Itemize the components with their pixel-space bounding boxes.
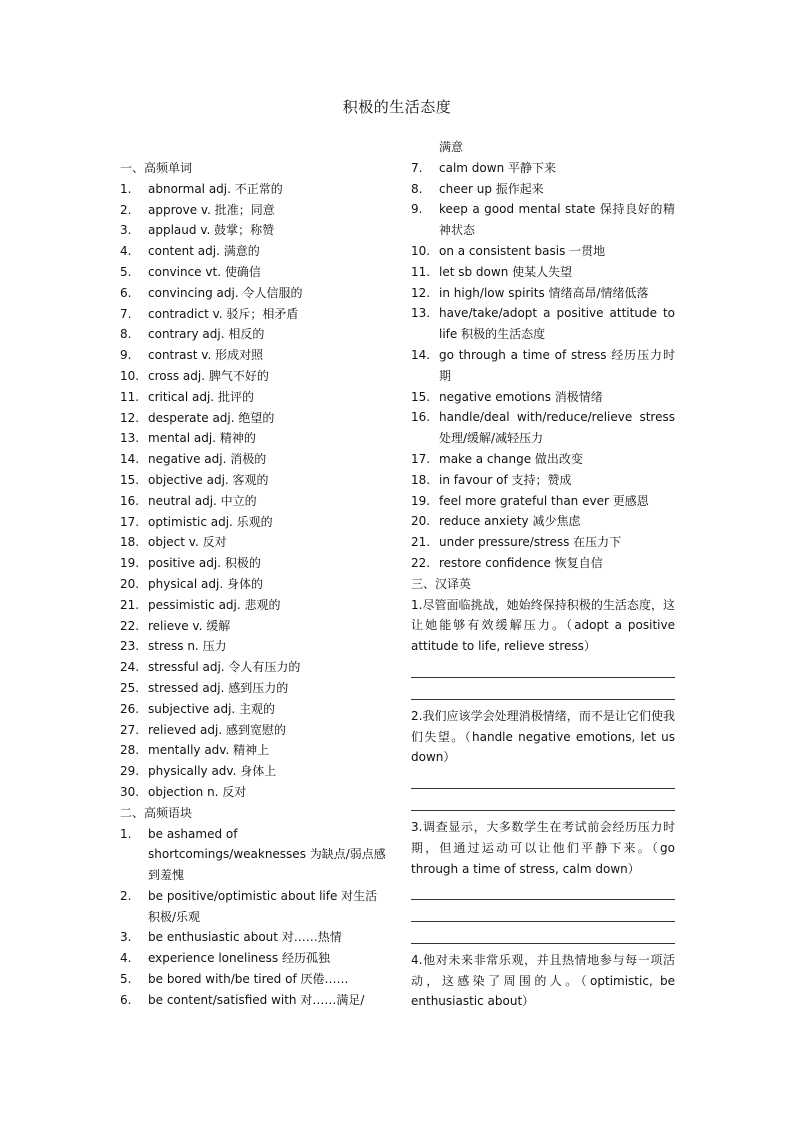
- item-number: 5.: [120, 972, 132, 987]
- item-number: 5.: [120, 264, 132, 279]
- item-number: 22.: [120, 618, 140, 633]
- item-text: subjective adj. 主观的: [148, 701, 276, 716]
- question-text: 4.他对未来非常乐观，并且热情地参与每一项活动，这感染了周围的人。（optimistic, be enthusiastic about）: [411, 952, 675, 1009]
- item-text: relieve v. 缓解: [148, 618, 231, 633]
- item-text: have/take/adopt a positive attitude to life 积极的生活态度: [439, 306, 675, 342]
- list-item: [411, 199, 675, 241]
- question-text: 3.调查显示，大多数学生在考试前会经历压力时期，但通过运动可以让他们平静下来。（go through a time of stress, calm down）: [411, 819, 675, 876]
- item-number: 8.: [411, 181, 423, 196]
- item-text: contrary adj. 相反的: [148, 327, 265, 342]
- answer-line[interactable]: [411, 879, 675, 900]
- list-item: [120, 428, 388, 449]
- item-text: objection n. 反对: [148, 784, 247, 799]
- item-text: stressed adj. 感到压力的: [148, 680, 289, 695]
- item-number: 11.: [120, 389, 140, 404]
- list-item: [411, 345, 675, 387]
- list-item: [120, 324, 388, 345]
- item-number: 3.: [120, 223, 132, 238]
- item-text: pessimistic adj. 悲观的: [148, 597, 281, 612]
- list-item: [411, 387, 675, 408]
- item-text: be bored with/be tired of 厌倦……: [148, 972, 349, 987]
- item-number: 17.: [411, 451, 431, 466]
- item-text: applaud v. 鼓掌；称赞: [148, 223, 275, 238]
- item-number: 20.: [120, 576, 140, 591]
- answer-line[interactable]: [411, 789, 675, 811]
- list-item: [411, 407, 675, 449]
- item-text: stress n. 压力: [148, 639, 227, 654]
- left-column: [120, 158, 388, 1011]
- list-item: [120, 948, 388, 969]
- item-number: 14.: [120, 452, 140, 467]
- item-text: optimistic adj. 乐观的: [148, 514, 273, 529]
- item-text: be enthusiastic about 对……热情: [148, 930, 342, 945]
- list-item: [120, 886, 388, 928]
- item-text: mental adj. 精神的: [148, 431, 256, 446]
- translation-questions: [411, 595, 675, 1013]
- item-number: 23.: [120, 639, 140, 654]
- item-number: 19.: [411, 493, 431, 508]
- item-number: 30.: [120, 784, 140, 799]
- item-number: 13.: [120, 431, 140, 446]
- translation-question: [411, 595, 675, 706]
- item-text: cross adj. 脾气不好的: [148, 368, 269, 383]
- list-item: [120, 262, 388, 283]
- list-item: [120, 345, 388, 366]
- list-item: [120, 512, 388, 533]
- item-text: abnormal adj. 不正常的: [148, 181, 283, 196]
- list-item: [120, 220, 388, 241]
- item-text: content adj. 满意的: [148, 244, 260, 259]
- list-item: [411, 491, 675, 512]
- item-number: 6.: [120, 285, 132, 300]
- item-number: 2.: [120, 888, 132, 903]
- section-heading-translation: 三、汉译英: [411, 576, 472, 591]
- item-text: be positive/optimistic about life 对生活积极/乐观: [148, 888, 378, 924]
- item-text: reduce anxiety 减少焦虑: [439, 514, 581, 529]
- item-text: keep a good mental state 保持良好的精神状态: [439, 202, 675, 238]
- item-number: 12.: [120, 410, 140, 425]
- list-item: [120, 449, 388, 470]
- list-item: [120, 616, 388, 637]
- item-number: 7.: [120, 306, 132, 321]
- list-item: [120, 532, 388, 553]
- word-list: [120, 179, 388, 803]
- item-text: on a consistent basis 一贯地: [439, 243, 606, 258]
- item-text: objective adj. 客观的: [148, 472, 269, 487]
- phrase-list-right: [411, 158, 675, 574]
- list-item: [120, 782, 388, 803]
- item-text: cheer up 振作起来: [439, 181, 544, 196]
- section-heading-phrases: 二、高频语块: [120, 805, 193, 820]
- item-number: 18.: [120, 535, 140, 550]
- list-item: [411, 262, 675, 283]
- item-number: 13.: [411, 306, 431, 321]
- answer-line[interactable]: [411, 657, 675, 678]
- list-item: [411, 241, 675, 262]
- list-item: [411, 158, 675, 179]
- item-text: positive adj. 积极的: [148, 556, 261, 571]
- list-item: [120, 699, 388, 720]
- item-text: in high/low spirits 情绪高昂/情绪低落: [439, 285, 649, 300]
- item-text: convincing adj. 令人信服的: [148, 285, 303, 300]
- item-number: 1.: [120, 826, 132, 841]
- item-number: 16.: [411, 410, 431, 425]
- list-item: [411, 303, 675, 345]
- item-number: 24.: [120, 660, 140, 675]
- translation-question: [411, 950, 675, 1012]
- answer-line[interactable]: [411, 900, 675, 922]
- list-item: [411, 449, 675, 470]
- item-text: go through a time of stress 经历压力时期: [439, 347, 675, 383]
- item-text: experience loneliness 经历孤独: [148, 951, 330, 966]
- item-number: 22.: [411, 555, 431, 570]
- item-text: mentally adv. 精神上: [148, 743, 270, 758]
- list-item: [120, 761, 388, 782]
- list-item: [120, 470, 388, 491]
- list-item: [120, 179, 388, 200]
- phrase-list-left: [120, 824, 388, 1011]
- list-item: [120, 657, 388, 678]
- item-number: 10.: [120, 368, 140, 383]
- item-text: physical adj. 身体的: [148, 576, 263, 591]
- list-item: [120, 990, 388, 1011]
- item-number: 17.: [120, 514, 140, 529]
- list-item: [120, 200, 388, 221]
- item-number: 2.: [120, 202, 132, 217]
- item-number: 28.: [120, 743, 140, 758]
- item-number: 15.: [411, 389, 431, 404]
- list-item: [120, 283, 388, 304]
- item-text: handle/deal with/reduce/relieve stress 处理/缓解/减轻压力: [439, 410, 675, 446]
- item-number: 8.: [120, 327, 132, 342]
- right-column: [411, 137, 675, 1012]
- list-item: [120, 927, 388, 948]
- item-number: 27.: [120, 722, 140, 737]
- item-text: let sb down 使某人失望: [439, 264, 573, 279]
- list-item: [120, 678, 388, 699]
- list-item: [120, 969, 388, 990]
- item-number: 7.: [411, 160, 423, 175]
- list-item: [411, 511, 675, 532]
- list-item: [120, 366, 388, 387]
- list-item: [120, 304, 388, 325]
- item-text: calm down 平静下来: [439, 160, 556, 175]
- item-number: 4.: [120, 244, 132, 259]
- item-text: convince vt. 使确信: [148, 264, 261, 279]
- item-number: 9.: [120, 348, 132, 363]
- section-heading-words: 一、高频单词: [120, 161, 193, 175]
- item-number: 1.: [120, 181, 132, 196]
- item-number: 19.: [120, 556, 140, 571]
- item-number: 18.: [411, 472, 431, 487]
- item-text: make a change 做出改变: [439, 451, 583, 466]
- item-number: 25.: [120, 680, 140, 695]
- list-item: [120, 574, 388, 595]
- list-item: [120, 491, 388, 512]
- list-item: [411, 532, 675, 553]
- list-item: [120, 408, 388, 429]
- list-item: [120, 553, 388, 574]
- list-item: [411, 553, 675, 574]
- page-title: 积极的生活态度: [342, 98, 452, 116]
- item-number: 9.: [411, 202, 423, 217]
- item-text: physically adv. 身体上: [148, 764, 277, 779]
- item-number: 20.: [411, 514, 431, 529]
- list-item: [411, 283, 675, 304]
- item-text: restore confidence 恢复自信: [439, 555, 603, 570]
- list-item: [120, 241, 388, 262]
- item-text: approve v. 批准；同意: [148, 202, 275, 217]
- question-text: 1.尽管面临挑战，她始终保持积极的生活态度，这让她能够有效缓解压力。（adopt a positive attitude to life, relieve stress）: [411, 597, 675, 654]
- list-item: [120, 387, 388, 408]
- item-number: 16.: [120, 493, 140, 508]
- item-text: be ashamed of shortcomings/weaknesses 为缺点/弱点感到羞愧: [148, 826, 386, 883]
- item-text: negative adj. 消极的: [148, 452, 267, 467]
- item-text: contrast v. 形成对照: [148, 348, 264, 363]
- item-number: 15.: [120, 472, 140, 487]
- item-number: 21.: [411, 535, 431, 550]
- item-number: 6.: [120, 992, 132, 1007]
- item-number: 3.: [120, 930, 132, 945]
- phrase-continuation: 满意: [439, 140, 464, 154]
- question-text: 2.我们应该学会处理消极情绪，而不是让它们使我们失望。（handle negative emotions, let us down）: [411, 708, 675, 765]
- item-text: critical adj. 批评的: [148, 389, 254, 404]
- list-item: [120, 595, 388, 616]
- answer-line[interactable]: [411, 768, 675, 789]
- list-item: [120, 636, 388, 657]
- item-number: 14.: [411, 347, 431, 362]
- list-item: [120, 824, 388, 886]
- item-text: contradict v. 驳斥；相矛盾: [148, 306, 299, 321]
- item-text: negative emotions 消极情绪: [439, 389, 603, 404]
- item-text: object v. 反对: [148, 535, 227, 550]
- item-text: feel more grateful than ever 更感恩: [439, 493, 649, 508]
- item-number: 26.: [120, 701, 140, 716]
- item-number: 10.: [411, 243, 431, 258]
- answer-line[interactable]: [411, 678, 675, 700]
- item-number: 4.: [120, 951, 132, 966]
- translation-question: [411, 706, 675, 817]
- item-number: 29.: [120, 764, 140, 779]
- item-text: neutral adj. 中立的: [148, 493, 257, 508]
- item-number: 11.: [411, 264, 431, 279]
- item-text: be content/satisfied with 对……满足/: [148, 992, 365, 1007]
- list-item: [120, 720, 388, 741]
- list-item: [120, 740, 388, 761]
- item-text: desperate adj. 绝望的: [148, 410, 275, 425]
- item-text: relieved adj. 感到宽慰的: [148, 722, 286, 737]
- item-number: 12.: [411, 285, 431, 300]
- item-text: under pressure/stress 在压力下: [439, 535, 622, 550]
- item-text: in favour of 支持；赞成: [439, 472, 572, 487]
- answer-line[interactable]: [411, 922, 675, 944]
- list-item: [411, 470, 675, 491]
- item-number: 21.: [120, 597, 140, 612]
- list-item: [411, 179, 675, 200]
- translation-question: [411, 817, 675, 950]
- item-text: stressful adj. 令人有压力的: [148, 660, 301, 675]
